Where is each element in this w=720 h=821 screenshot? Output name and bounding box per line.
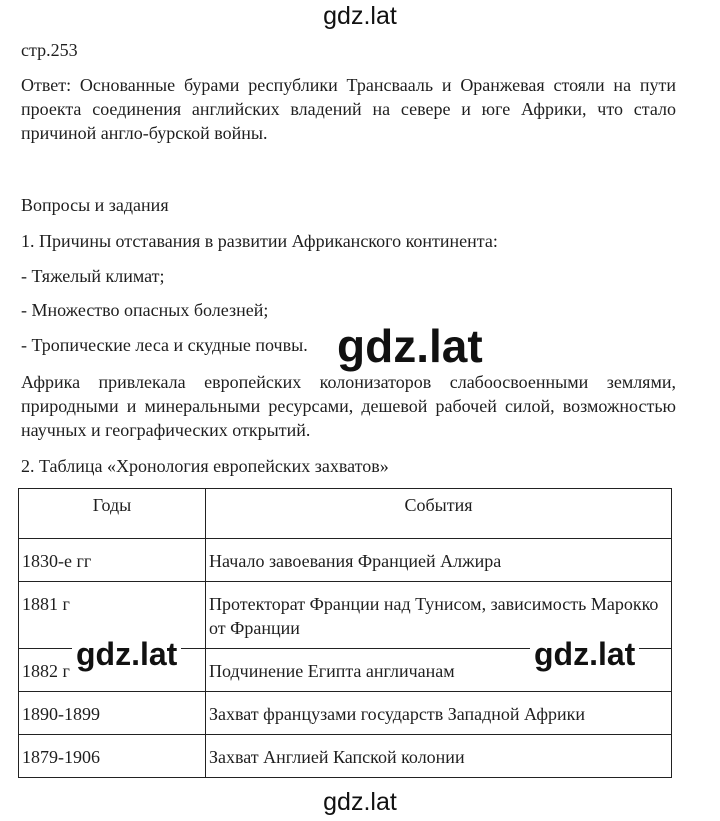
year-cell: 1881 г [19,582,206,649]
list-item: - Тяжелый климат; [21,266,165,286]
watermark-left: gdz.lat [72,638,181,670]
watermark-right: gdz.lat [530,638,639,670]
question-1-paragraph: Африка привлекала европейских колонизаторов слабоосвоенными землями, природными и минеральными ресурсами, дешевой рабочей силой, возможностью научных и географических открытий. [21,372,676,440]
watermark-bottom: gdz.lat [323,788,397,816]
event-cell: Протекторат Франции над Тунисом, зависимость Марокко от Франции [206,582,672,649]
table-header-row [19,489,672,539]
event-cell: Подчинение Египта англичанам [206,649,672,692]
table-row [19,735,672,778]
event-cell: Захват Англией Капской колонии [206,735,672,778]
answer-paragraph: Ответ: Основанные бурами республики Трансвааль и Оранжевая стояли на пути проекта соединения английских владений на севере и юге Африки, что стало причиной англо-бурской войны. [21,75,676,143]
chronology-table [18,488,672,778]
year-cell: 1882 г [19,649,206,692]
table-row [19,539,672,582]
list-item: - Множество опасных болезней; [21,300,269,320]
page-reference: стр.253 [21,40,78,60]
column-header-years: Годы [19,489,206,539]
year-cell: 1879-1906 [19,735,206,778]
year-cell: 1890-1899 [19,692,206,735]
watermark-top: gdz.lat [323,2,397,30]
column-header-events: События [206,489,672,539]
watermark-center: gdz.lat [333,323,487,369]
event-cell: Начало завоевания Францией Алжира [206,539,672,582]
question-1-title: 1. Причины отставания в развитии Африканского континента: [21,231,498,251]
year-cell: 1830-е гг [19,539,206,582]
event-cell: Захват французами государств Западной Африки [206,692,672,735]
section-title: Вопросы и задания [21,195,169,215]
list-item: - Тропические леса и скудные почвы. [21,335,308,355]
question-2-title: 2. Таблица «Хронология европейских захватов» [21,456,389,476]
table-row [19,692,672,735]
